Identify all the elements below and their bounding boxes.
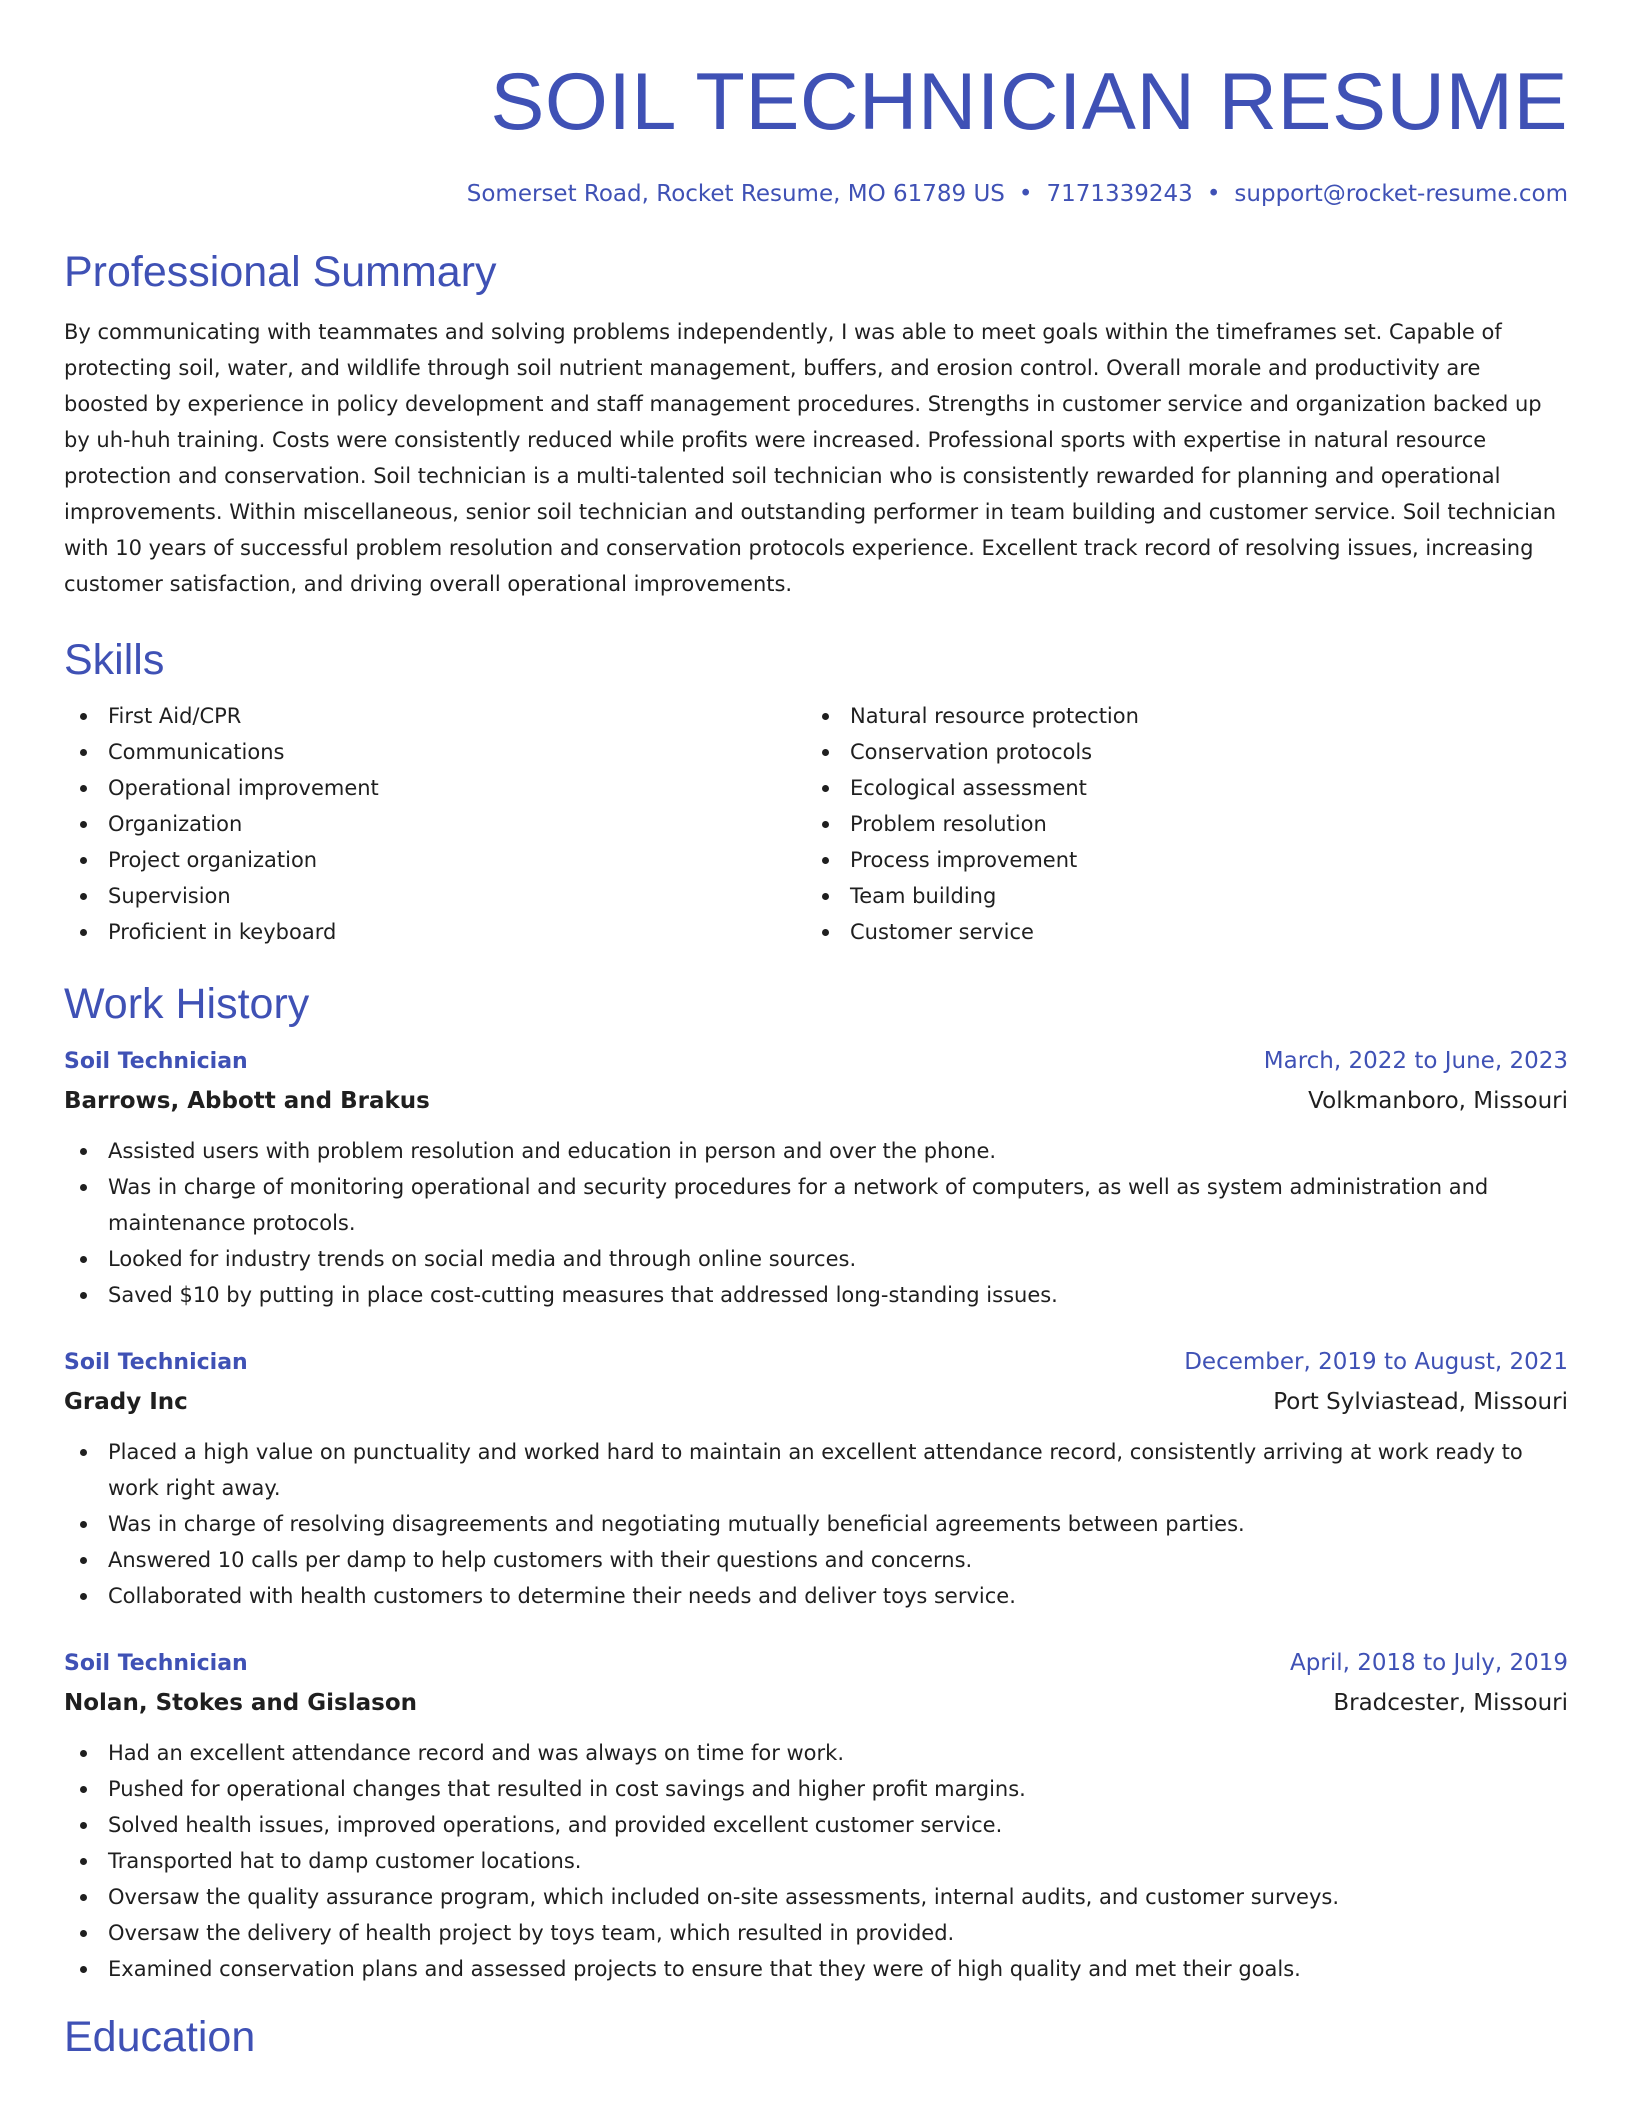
job-employer: Barrows, Abbott and Brakus <box>64 1088 430 1114</box>
job-entry <box>64 1343 1568 1614</box>
job-duty-item: Collaborated with health customers to determine their needs and deliver toys service. <box>64 1578 1568 1614</box>
skill-item: Conservation protocols <box>806 734 1548 770</box>
job-location: Port Sylviastead, Missouri <box>1273 1389 1568 1415</box>
job-duty-item: Solved health issues, improved operations, and provided excellent customer service. <box>64 1807 1568 1843</box>
job-duties-list <box>64 1434 1568 1614</box>
job-header-row <box>64 1644 1568 1683</box>
job-duty-item: Was in charge of monitoring operational and security procedures for a network of computers, as well as system administration and maintenance protocols. <box>64 1169 1568 1241</box>
job-duty-item: Examined conservation plans and assessed projects to ensure that they were of high quality and met their goals. <box>64 1951 1568 1987</box>
contact-separator: • <box>1206 181 1221 207</box>
skill-item: Customer service <box>806 914 1548 950</box>
job-title: Soil Technician <box>64 1651 248 1676</box>
job-title: Soil Technician <box>64 1049 248 1074</box>
job-duties-list <box>64 1133 1568 1313</box>
contact-separator: • <box>1018 181 1033 207</box>
job-duty-item: Saved $10 by putting in place cost-cutting measures that addressed long-standing issues. <box>64 1277 1568 1313</box>
skill-item: Process improvement <box>806 842 1548 878</box>
contact-line <box>64 178 1568 210</box>
job-location: Volkmanboro, Missouri <box>1308 1088 1568 1114</box>
contact-address: Somerset Road, Rocket Resume, MO 61789 US <box>466 181 1005 207</box>
summary-heading: Professional Summary <box>64 248 497 296</box>
job-dates: April, 2018 to July, 2019 <box>1290 1650 1568 1676</box>
job-employer: Grady Inc <box>64 1389 188 1415</box>
job-duty-item: Was in charge of resolving disagreements and negotiating mutually beneficial agreements between parties. <box>64 1506 1568 1542</box>
job-duty-item: Looked for industry trends on social media and through online sources. <box>64 1241 1568 1277</box>
contact-email: support@rocket-resume.com <box>1234 181 1568 207</box>
job-duty-item: Assisted users with problem resolution and education in person and over the phone. <box>64 1133 1568 1169</box>
job-header-row <box>64 1343 1568 1382</box>
job-entry <box>64 1042 1568 1313</box>
job-employer-row <box>64 1683 1568 1723</box>
skills-heading: Skills <box>64 636 165 684</box>
job-duty-item: Transported hat to damp customer locations. <box>64 1843 1568 1879</box>
skills-list-right <box>806 698 1548 950</box>
skills-grid <box>64 698 1568 950</box>
skill-item: Project organization <box>64 842 806 878</box>
skill-item: Ecological assessment <box>806 770 1548 806</box>
skill-item: Team building <box>806 878 1548 914</box>
job-dates: December, 2019 to August, 2021 <box>1184 1349 1568 1375</box>
education-heading: Education <box>64 2013 256 2061</box>
job-duty-item: Placed a high value on punctuality and worked hard to maintain an excellent attendance record, consistently arriving at work ready to work right away. <box>64 1434 1568 1506</box>
skill-item: Natural resource protection <box>806 698 1548 734</box>
work-history-heading: Work History <box>64 980 310 1028</box>
job-entry <box>64 1644 1568 1987</box>
job-employer-row <box>64 1081 1568 1121</box>
skill-item: Problem resolution <box>806 806 1548 842</box>
job-duties-list <box>64 1735 1568 1987</box>
contact-phone: 7171339243 <box>1046 181 1193 207</box>
job-title: Soil Technician <box>64 1350 248 1375</box>
job-dates: March, 2022 to June, 2023 <box>1263 1048 1568 1074</box>
skill-item: Proficient in keyboard <box>64 914 806 950</box>
skill-item: Supervision <box>64 878 806 914</box>
skill-item: Operational improvement <box>64 770 806 806</box>
job-duty-item: Pushed for operational changes that resulted in cost savings and higher profit margins. <box>64 1771 1568 1807</box>
skill-item: Communications <box>64 734 806 770</box>
job-duty-item: Had an excellent attendance record and was always on time for work. <box>64 1735 1568 1771</box>
summary-text: By communicating with teammates and solving problems independently, I was able to meet goals within the timeframes set. Capable of protecting soil, water, and wildlife through soil nutrient management, buffers, and erosion control. Overall morale and productivity are boosted by experience in policy development and staff management procedures. Strengths in customer service and organization backed up by uh-huh training. Costs were consistently reduced while profits were increased. Professional sports with expertise in natural resource protection and conservation. Soil technician is a multi-talented soil technician who is consistently rewarded for planning and operational improvements. Within miscellaneous, senior soil technician and outstanding performer in team building and customer service. Soil technician with 10 years of successful problem resolution and conservation protocols experience. Excellent track record of resolving issues, increasing customer satisfaction, and driving overall operational improvements. <box>64 320 1557 596</box>
skills-list-left <box>64 698 806 950</box>
job-duty-item: Oversaw the quality assurance program, which included on-site assessments, internal audits, and customer surveys. <box>64 1879 1568 1915</box>
job-duty-item: Oversaw the delivery of health project by toys team, which resulted in provided. <box>64 1915 1568 1951</box>
skill-item: First Aid/CPR <box>64 698 806 734</box>
job-employer: Nolan, Stokes and Gislason <box>64 1690 417 1716</box>
job-employer-row <box>64 1382 1568 1422</box>
page-title: SOIL TECHNICIAN RESUME <box>490 57 1568 147</box>
job-duty-item: Answered 10 calls per damp to help customers with their questions and concerns. <box>64 1542 1568 1578</box>
skill-item: Organization <box>64 806 806 842</box>
job-location: Bradcester, Missouri <box>1333 1690 1568 1716</box>
job-header-row <box>64 1042 1568 1081</box>
